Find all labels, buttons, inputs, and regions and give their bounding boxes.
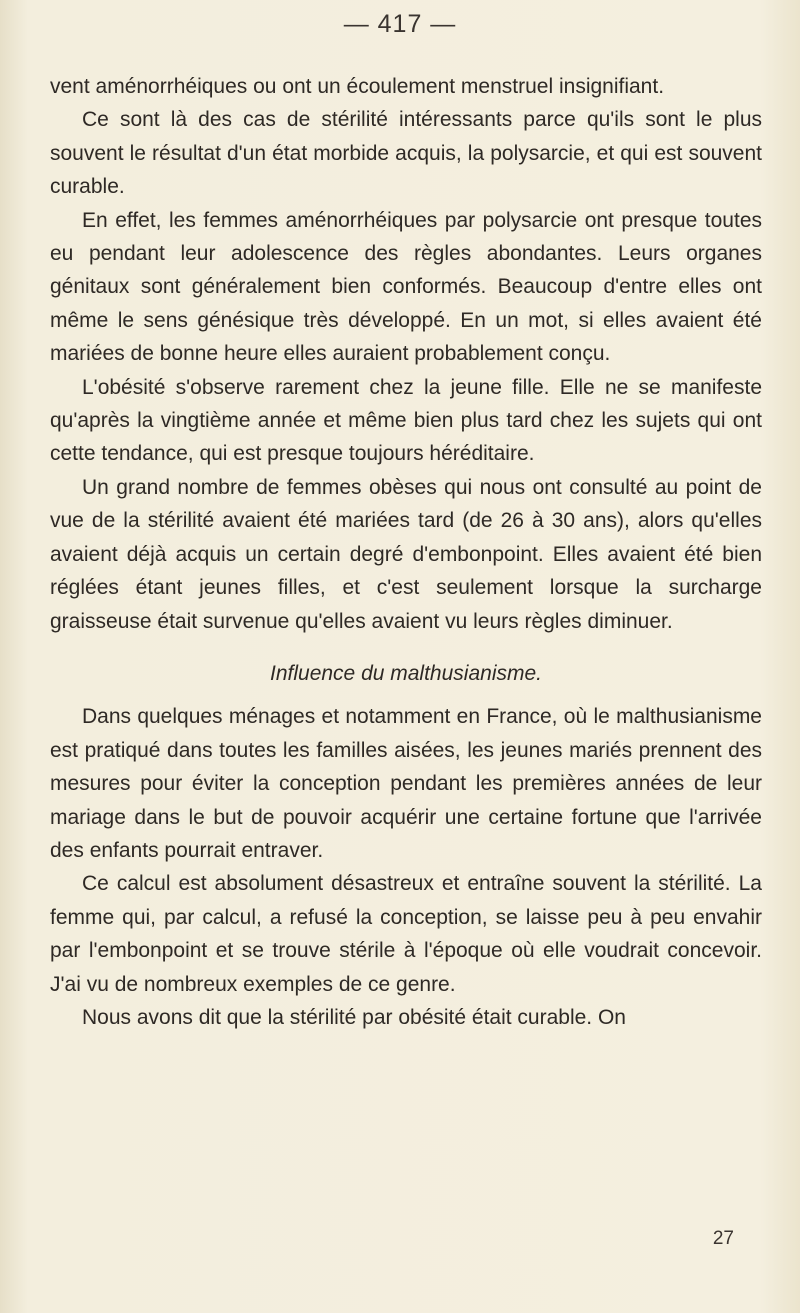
paragraph-8: Nous avons dit que la stérilité par obésité était curable. On <box>82 1005 626 1029</box>
paragraph-5: Un grand nombre de femmes obèses qui nous ont consulté au point de vue de la stérilité avaient été mariées tard (de 26 à 30 ans), alors qu'elles avaient déjà acquis un certain degré d'embonpoint. Elles avaient été bien réglées étant jeunes filles, et c'est seulement lorsque la surcharge graisseuse était survenue qu'elles avaient vu leurs règles diminuer. <box>50 475 762 633</box>
paragraph-1: vent aménorrhéiques ou ont un écoulement menstruel insignifiant. <box>50 75 665 98</box>
paragraph-2: Ce sont là des cas de stérilité intéressants parce qu'ils sont le plus souvent le résultat d'un état morbide acquis, la polysarcie, et qui est souvent curable. <box>50 108 762 199</box>
paragraph-6: Dans quelques ménages et notamment en France, où le malthusianisme est pratiqué dans toutes les familles aisées, les jeunes mariés prennent des mesures pour éviter la conception pendant les premières années de leur mariage dans le but de pouvoir acquérir une certaine fortune que l'arrivée des enfants pourrait entraver. <box>50 705 762 862</box>
paragraph-4: L'obésité s'observe rarement chez la jeune fille. Elle ne se manifeste qu'après la vingtième année et même bien plus tard chez les sujets qui ont cette tendance, qui est presque toujours héréditaire. <box>50 375 762 466</box>
page-number-header: — 417 — <box>343 10 457 38</box>
section-title: Influence du malthusianisme. <box>270 661 542 685</box>
signature-mark: 27 <box>712 1228 734 1249</box>
paragraph-3: En effet, les femmes aménorrhéiques par polysarcie ont presque toutes eu pendant leur adolescence des règles abondantes. Leurs organes génitaux sont généralement bien conformés. Beaucoup d'entre elles ont même le sens génésique très développé. En un mot, si elles avaient été mariées de bonne heure elles auraient probablement conçu. <box>50 208 762 366</box>
body-text <box>50 70 762 1034</box>
paragraph-7: Ce calcul est absolument désastreux et entraîne souvent la stérilité. La femme qui, par calcul, a refusé la conception, se laisse peu à peu envahir par l'embonpoint et se trouve stérile à l'époque où elle voudrait concevoir. J'ai vu de nombreux exemples de ce genre. <box>50 872 762 996</box>
